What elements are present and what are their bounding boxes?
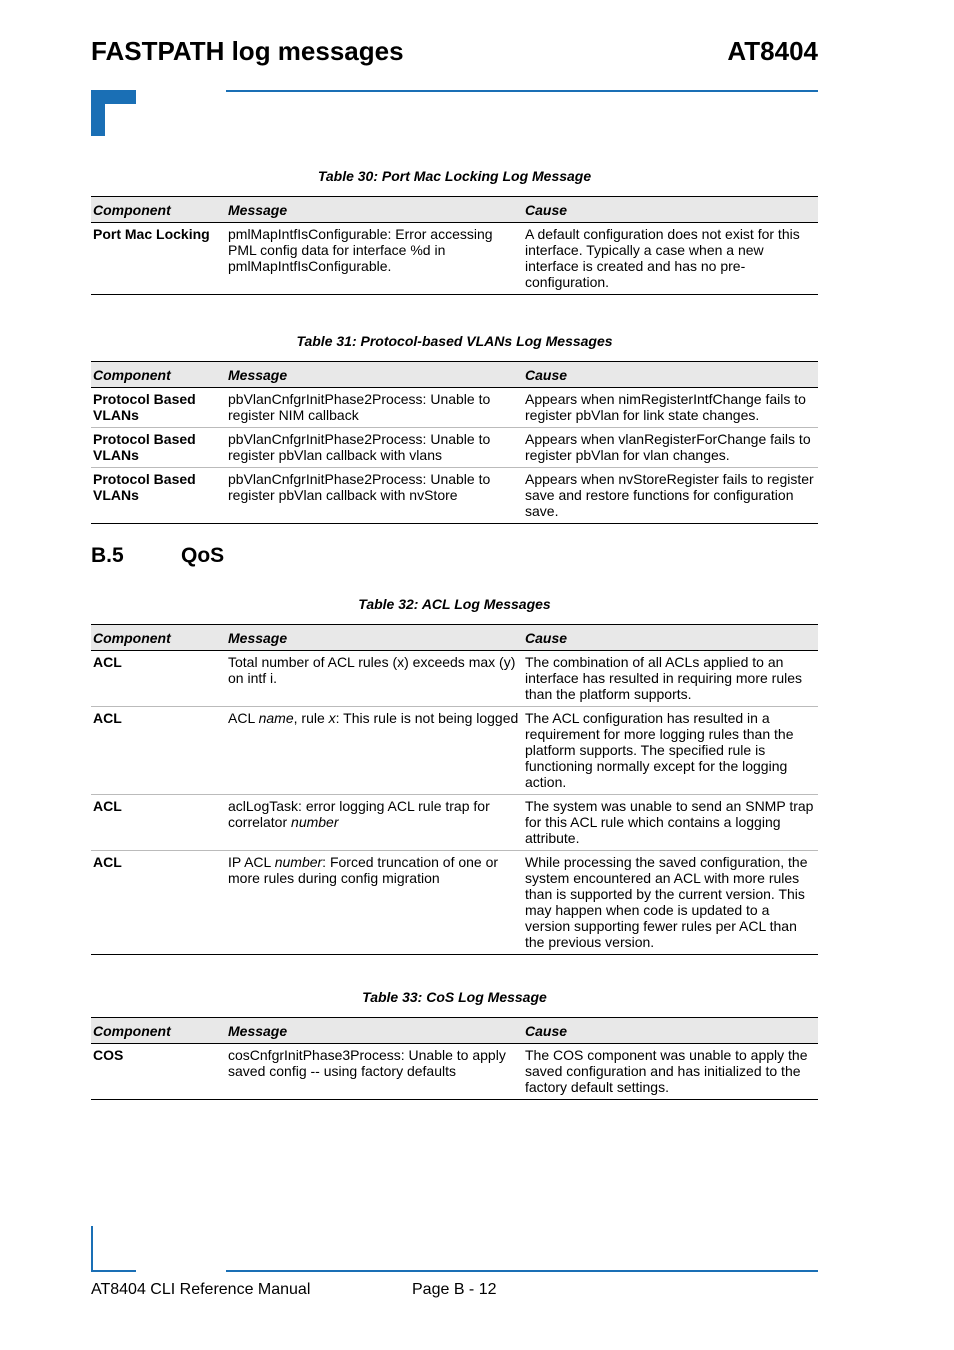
column-header-cause: Cause bbox=[523, 197, 818, 223]
column-header-component: Component bbox=[91, 625, 226, 651]
page-header-product: AT8404 bbox=[727, 36, 818, 66]
table-row bbox=[91, 707, 818, 795]
header-rule bbox=[226, 90, 818, 92]
table-row bbox=[91, 223, 818, 295]
table-row bbox=[91, 428, 818, 468]
cell-cause: The combination of all ACLs applied to an interface has resulted in requiring more rules than the platform supports. bbox=[523, 651, 818, 707]
column-header-message: Message bbox=[226, 1018, 523, 1044]
footer-decoration bbox=[91, 1226, 93, 1272]
cell-component: ACL bbox=[91, 707, 226, 795]
cell-cause: Appears when vlanRegisterForChange fails to register pbVlan for vlan changes. bbox=[523, 428, 818, 468]
table-row bbox=[91, 468, 818, 524]
table-32-caption: Table 32: ACL Log Messages bbox=[358, 596, 551, 612]
cell-component: Protocol Based VLANs bbox=[91, 468, 226, 524]
table-row bbox=[91, 651, 818, 707]
column-header-cause: Cause bbox=[523, 1018, 818, 1044]
cell-cause: Appears when nvStoreRegister fails to register save and restore functions for configuration save. bbox=[523, 468, 818, 524]
cell-message bbox=[226, 707, 523, 795]
cell-component: Port Mac Locking bbox=[91, 223, 226, 295]
cell-component: ACL bbox=[91, 795, 226, 851]
cell-message: pbVlanCnfgrInitPhase2Process: Unable to register pbVlan callback with vlans bbox=[226, 428, 523, 468]
column-header-component: Component bbox=[91, 362, 226, 388]
cell-message: cosCnfgrInitPhase3Process: Unable to apply saved config -- using factory defaults bbox=[226, 1044, 523, 1100]
column-header-message: Message bbox=[226, 197, 523, 223]
cell-message bbox=[226, 851, 523, 955]
corner-decoration bbox=[91, 90, 136, 104]
section-title: QoS bbox=[181, 544, 225, 567]
cell-component: Protocol Based VLANs bbox=[91, 428, 226, 468]
table-32 bbox=[91, 624, 818, 955]
cell-cause: Appears when nimRegisterIntfChange fails to register pbVlan for link state changes. bbox=[523, 388, 818, 428]
table-header-row bbox=[91, 1018, 818, 1044]
footer-decoration bbox=[91, 1270, 136, 1272]
table-header-row bbox=[91, 197, 818, 223]
message-variable: name bbox=[258, 710, 294, 726]
cell-message: pmlMapIntfIsConfigurable: Error accessing PML config data for interface %d in pmlMapIntfIsConfigurable. bbox=[226, 223, 523, 295]
message-text: : Forced truncation of one or more rules during config migration bbox=[228, 854, 499, 886]
message-text: : This rule is not being logged bbox=[335, 710, 519, 726]
message-variable: x bbox=[328, 710, 336, 726]
column-header-message: Message bbox=[226, 362, 523, 388]
cell-component: COS bbox=[91, 1044, 226, 1100]
cell-message: Total number of ACL rules (x) exceeds max (y) on intf i. bbox=[226, 651, 523, 707]
table-row bbox=[91, 388, 818, 428]
section-heading bbox=[91, 544, 224, 568]
message-variable: number bbox=[291, 814, 339, 830]
column-header-cause: Cause bbox=[523, 362, 818, 388]
cell-message bbox=[226, 795, 523, 851]
cell-component: Protocol Based VLANs bbox=[91, 388, 226, 428]
message-text: ACL bbox=[228, 710, 259, 726]
column-header-component: Component bbox=[91, 197, 226, 223]
table-row bbox=[91, 795, 818, 851]
section-number: B.5 bbox=[91, 544, 124, 567]
column-header-component: Component bbox=[91, 1018, 226, 1044]
footer-page-number: Page B - 12 bbox=[412, 1281, 497, 1298]
table-header-row bbox=[91, 362, 818, 388]
cell-cause: The system was unable to send an SNMP trap for this ACL rule which contains a logging attribute. bbox=[523, 795, 818, 851]
cell-cause: A default configuration does not exist for this interface. Typically a case when a new interface is created and has no pre-configuration. bbox=[523, 223, 818, 295]
table-31-caption: Table 31: Protocol-based VLANs Log Messages bbox=[296, 333, 613, 349]
cell-cause: The ACL configuration has resulted in a requirement for more logging rules than the platform supports. The specified rule is functioning normally except for the logging action. bbox=[523, 707, 818, 795]
message-text: aclLogTask: error logging ACL rule trap for correlator bbox=[228, 798, 490, 830]
page-header-title: FASTPATH log messages bbox=[91, 36, 404, 66]
column-header-cause: Cause bbox=[523, 625, 818, 651]
cell-component: ACL bbox=[91, 851, 226, 955]
footer-manual-title: AT8404 CLI Reference Manual bbox=[91, 1281, 311, 1298]
message-text: , rule bbox=[293, 710, 329, 726]
message-variable: number bbox=[274, 854, 323, 870]
cell-message: pbVlanCnfgrInitPhase2Process: Unable to register NIM callback bbox=[226, 388, 523, 428]
cell-component: ACL bbox=[91, 651, 226, 707]
table-30-caption: Table 30: Port Mac Locking Log Message bbox=[317, 168, 592, 184]
cell-message: pbVlanCnfgrInitPhase2Process: Unable to register pbVlan callback with nvStore bbox=[226, 468, 523, 524]
table-30 bbox=[91, 196, 818, 295]
table-row bbox=[91, 851, 818, 955]
cell-cause: While processing the saved configuration, the system encountered an ACL with more rules than is supported by the current version. This may happen when code is updated to a version supporting fewer rules per ACL than the previous version. bbox=[523, 851, 818, 955]
column-header-message: Message bbox=[226, 625, 523, 651]
table-33 bbox=[91, 1017, 818, 1100]
cell-cause: The COS component was unable to apply the saved configuration and has initialized to the factory default settings. bbox=[523, 1044, 818, 1100]
footer-rule bbox=[226, 1270, 818, 1272]
message-text: IP ACL bbox=[228, 854, 275, 870]
table-33-caption: Table 33: CoS Log Message bbox=[362, 989, 547, 1005]
table-row bbox=[91, 1044, 818, 1100]
table-31 bbox=[91, 361, 818, 524]
table-header-row bbox=[91, 625, 818, 651]
